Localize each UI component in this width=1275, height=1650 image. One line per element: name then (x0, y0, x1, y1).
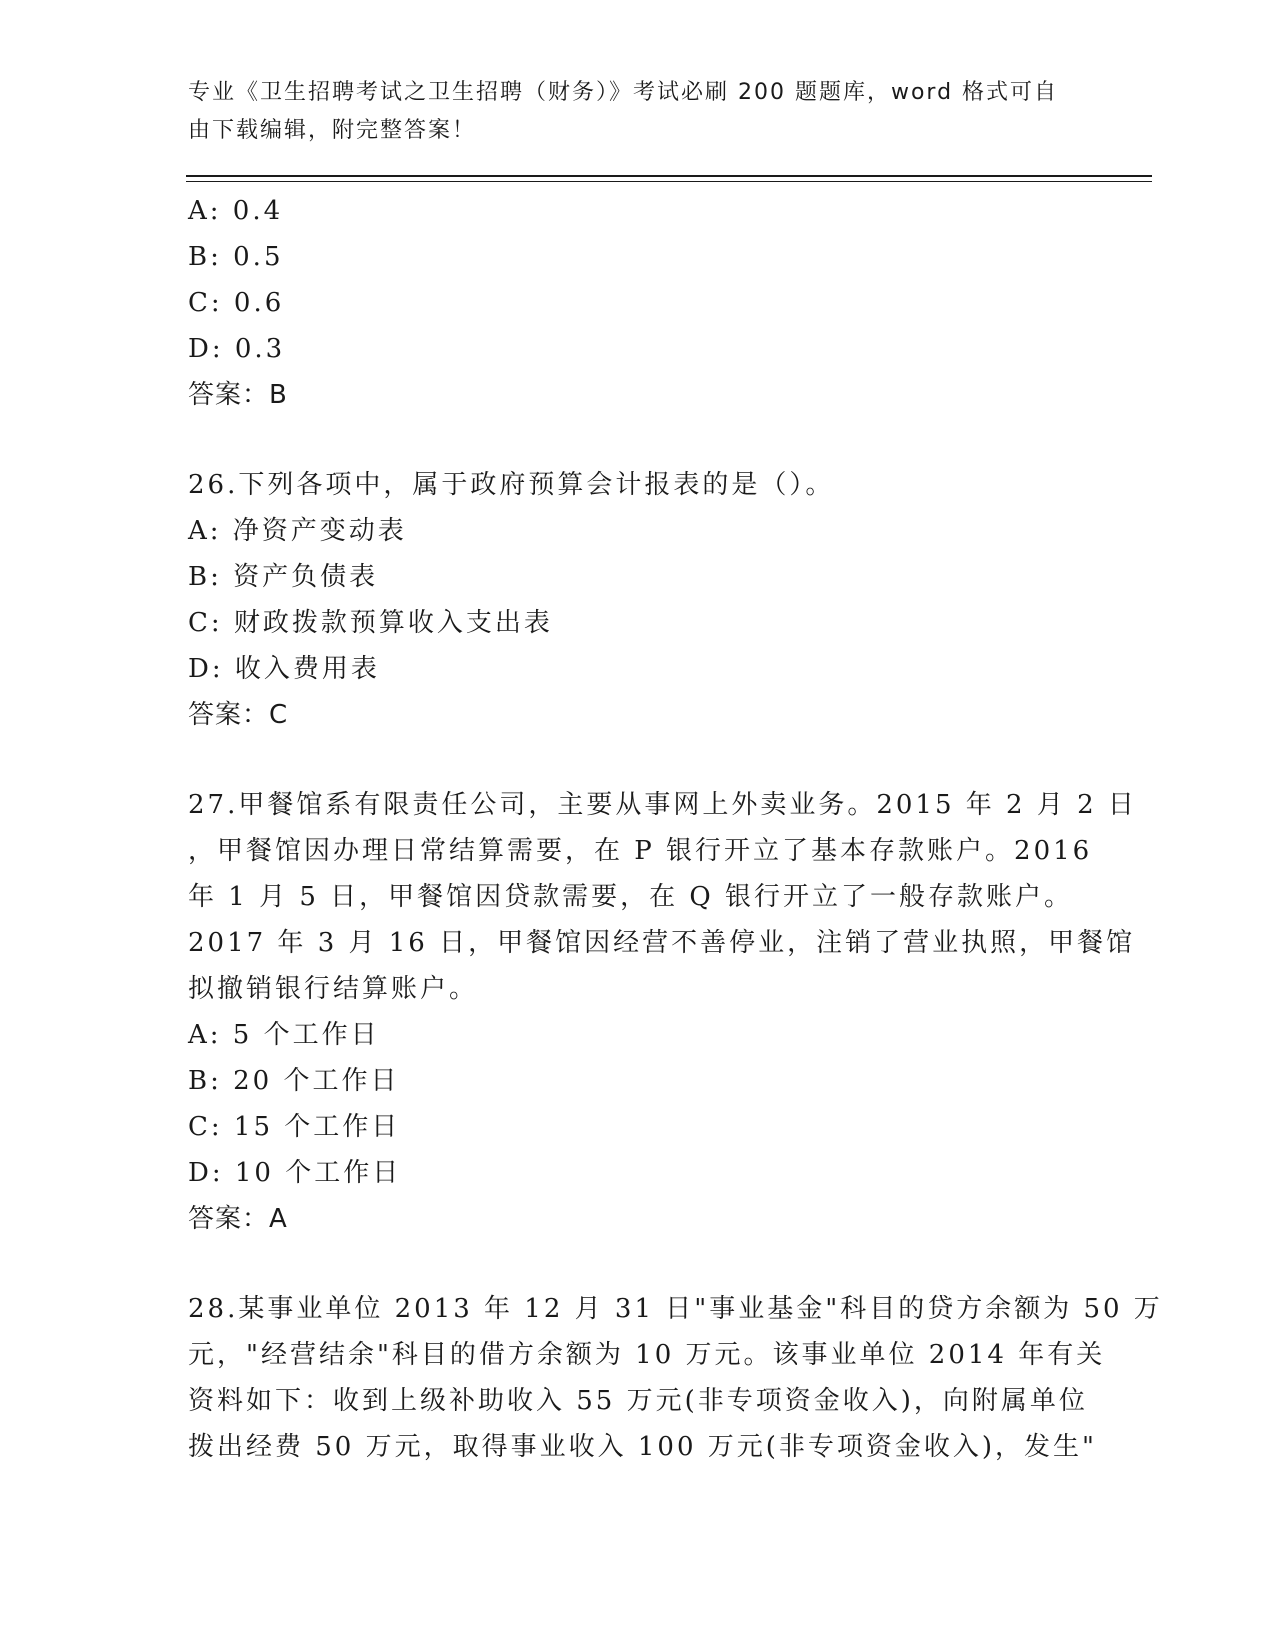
header-rule-thick (186, 175, 1152, 177)
answer: 答案：C (188, 700, 289, 730)
option-d: D: 收入费用表 (188, 654, 380, 684)
question-text: 拟撤销银行结算账户。 (188, 974, 479, 1004)
answer: 答案：A (188, 1204, 288, 1234)
question-block-25 (188, 188, 1088, 418)
question-block-26 (188, 462, 1088, 738)
header-rule-thin (186, 181, 1152, 182)
question-text: 2017 年 3 月 16 日，甲餐馆因经营不善停业，注销了营业执照，甲餐馆 (188, 928, 1136, 958)
question-block-28 (188, 1286, 1163, 1470)
question-text: 拨出经费 50 万元，取得事业收入 100 万元(非专项资金收入)，发生" (188, 1432, 1098, 1462)
option-c: C: 15 个工作日 (188, 1112, 401, 1142)
option-c: C: 财政拨款预算收入支出表 (188, 608, 553, 638)
question-text: 年 1 月 5 日，甲餐馆因贷款需要，在 Q 银行开立了一般存款账户。 (188, 882, 1073, 912)
option-c: C: 0.6 (188, 288, 285, 318)
question-text: 27.甲餐馆系有限责任公司，主要从事网上外卖业务。2015 年 2 月 2 日 (188, 790, 1137, 820)
option-a: A: 0.4 (188, 196, 284, 226)
question-text: 元，"经营结余"科目的借方余额为 10 万元。该事业单位 2014 年有关 (188, 1340, 1106, 1370)
document-header (188, 74, 1068, 150)
question-text: 28.某事业单位 2013 年 12 月 31 日"事业基金"科目的贷方余额为 50 万 (188, 1294, 1163, 1324)
answer: 答案：B (188, 380, 288, 410)
option-d: D: 0.3 (188, 334, 286, 364)
option-b: B: 20 个工作日 (188, 1066, 400, 1096)
question-text: 资料如下：收到上级补助收入 55 万元(非专项资金收入)，向附属单位 (188, 1386, 1088, 1416)
option-b: B: 资产负债表 (188, 562, 379, 592)
header-line-2: 由下载编辑，附完整答案！ (188, 118, 477, 143)
option-a: A: 5 个工作日 (188, 1020, 380, 1050)
option-a: A: 净资产变动表 (188, 516, 407, 546)
question-text: ，甲餐馆因办理日常结算需要，在 P 银行开立了基本存款账户。2016 (188, 836, 1093, 866)
option-d: D: 10 个工作日 (188, 1158, 402, 1188)
header-line-1: 专业《卫生招聘考试之卫生招聘（财务）》考试必刷 200 题题库，word 格式可自 (188, 80, 1059, 105)
question-text: 26.下列各项中，属于政府预算会计报表的是（）。 (188, 470, 835, 500)
question-block-27 (188, 782, 1137, 1242)
question-content (188, 188, 1163, 1470)
option-b: B: 0.5 (188, 242, 284, 272)
